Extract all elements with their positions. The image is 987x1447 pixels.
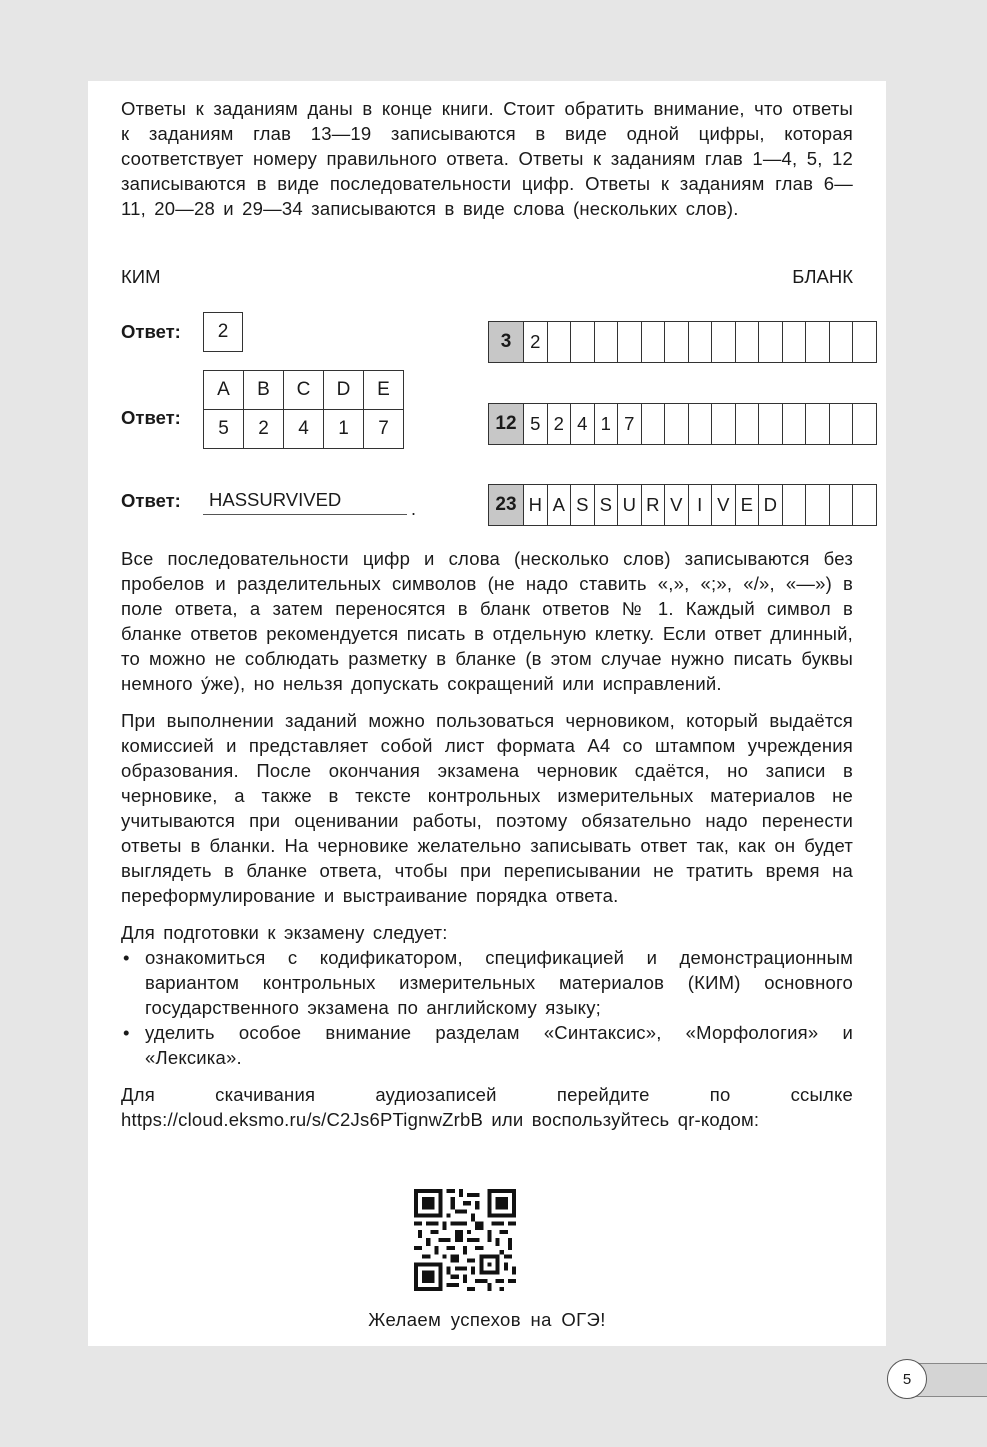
blank-cell: D [759,485,783,525]
blank-cell [736,404,760,444]
blank-cell: 5 [524,404,548,444]
blank-cell [783,322,807,362]
blank-number: 12 [489,404,524,444]
prep-list [121,945,853,1070]
blank-cell: S [595,485,619,525]
blank-cell [853,404,876,444]
blank-cell [736,322,760,362]
blank-cell: H [524,485,548,525]
intro-block [121,96,853,221]
download-paragraph: Для скачивания аудиозаписей перейдите по ссылке https://cloud.eksmo.ru/s/C2Js6PTignwZrbB или воспользуйтесь qr-кодом: [121,1084,853,1130]
blank-cell [806,485,830,525]
grid-value-cell: 4 [284,410,324,449]
prep-item: • ознакомиться с кодификатором, спецификацией и демонстрационным вариантом контрольных измерительных материалов (КИМ) основного государственного экзамена по английскому языку; [121,945,853,1020]
answer-dot: . [411,499,417,519]
blank-cell: R [642,485,666,525]
blank-row-23 [488,484,877,526]
blank-cell: 2 [548,404,572,444]
blank-label: БЛАНК [792,266,853,287]
blank-cell: A [548,485,572,525]
blank-cell [571,322,595,362]
blank-cell: 2 [524,322,548,362]
answer-label-3: Ответ: [121,490,181,511]
blank-cell [806,404,830,444]
main-text [121,546,853,1132]
blank-cell [830,485,854,525]
grid-header-cell: E [364,371,404,410]
blank-number: 23 [489,485,524,525]
grid-value-cell: 5 [204,410,244,449]
blank-cell [642,404,666,444]
answer-grid-value-row [204,410,404,449]
blank-cell [783,404,807,444]
blank-row-3 [488,321,877,363]
prep-title: Для подготовки к экзамену следует: [121,922,448,943]
closing-wish: Желаем успехов на ОГЭ! [368,1309,606,1330]
page [88,81,886,1346]
answer-label-1: Ответ: [121,321,181,342]
rules-paragraph: Все последовательности цифр и слова (несколько слов) записываются без пробелов и разделительных символов (не надо ставить «,», «;», «/», «—») в поле ответа, а затем переносятся в бланк ответов № 1. Каждый символ в бланке ответов рекомендуется писать в отдельную клетку. Если ответ длинный, то можно не соблюдать разметку в бланке (в этом случае нужно писать буквы немного у́же), но нельзя допускать сокращений или исправлений. [121,548,853,694]
answer-label-2: Ответ: [121,407,181,428]
blank-cell: U [618,485,642,525]
blank-cell: 4 [571,404,595,444]
blank-cell [853,322,876,362]
intro-paragraph: Ответы к заданиям даны в конце книги. Стоит обратить внимание, что ответы к заданиям глав 13—19 записываются в виде одной цифры, которая соответствует номеру правильного ответа. Ответы к заданиям глав 1—4, 5, 12 записываются в виде последовательности цифр. Ответы к заданиям глав 6—11, 20—28 и 29—34 записываются в виде слова (нескольких слов). [121,98,853,219]
blank-cell: 1 [595,404,619,444]
blank-cell: E [736,485,760,525]
blank-cell [806,322,830,362]
qr-code[interactable] [414,1189,516,1291]
answer-grid [203,370,404,449]
blank-cell [759,322,783,362]
blank-cell [759,404,783,444]
blank-cell: V [665,485,689,525]
blank-cell [548,322,572,362]
blank-cell [830,322,854,362]
answer-grid-header-row [204,371,404,410]
blank-number: 3 [489,322,524,362]
answer-line: HASSURVIVED [203,489,407,515]
blank-row-12 [488,403,877,445]
draft-paragraph: При выполнении заданий можно пользоваться черновиком, который выдаётся комиссией и представляет собой лист формата А4 со штампом учреждения образования. После окончания экзамена черновик сдаётся, но записи в черновике, а также в тексте контрольных измерительных материалов не учитываются при оценивании работы, поэтому обязательно надо перенести ответы в бланки. На черновике желательно записывать ответ так, как он будет выглядеть в бланке ответа, чтобы при переписывании не тратить время на переформулирование и выстраивание порядка ответа. [121,710,853,906]
blank-cell [595,322,619,362]
blank-cell [665,322,689,362]
grid-header-cell: D [324,371,364,410]
grid-header-cell: B [244,371,284,410]
prep-item: • уделить особое внимание разделам «Синтаксис», «Морфология» и «Лексика». [121,1020,853,1070]
grid-value-cell: 1 [324,410,364,449]
blank-cell [665,404,689,444]
kim-label: КИМ [121,266,161,287]
grid-header-cell: A [204,371,244,410]
blank-cell [689,322,713,362]
page-number: 5 [887,1359,927,1399]
blank-cell [712,322,736,362]
blank-cell: S [571,485,595,525]
blank-cell [830,404,854,444]
blank-cell [853,485,876,525]
blank-cell [689,404,713,444]
blank-cell [783,485,807,525]
grid-value-cell: 7 [364,410,404,449]
answer-box-1: 2 [203,312,243,352]
blank-cell [618,322,642,362]
blank-cell: I [689,485,713,525]
blank-cell [712,404,736,444]
grid-value-cell: 2 [244,410,284,449]
blank-cell [642,322,666,362]
grid-header-cell: C [284,371,324,410]
blank-cell: 7 [618,404,642,444]
blank-cell: V [712,485,736,525]
